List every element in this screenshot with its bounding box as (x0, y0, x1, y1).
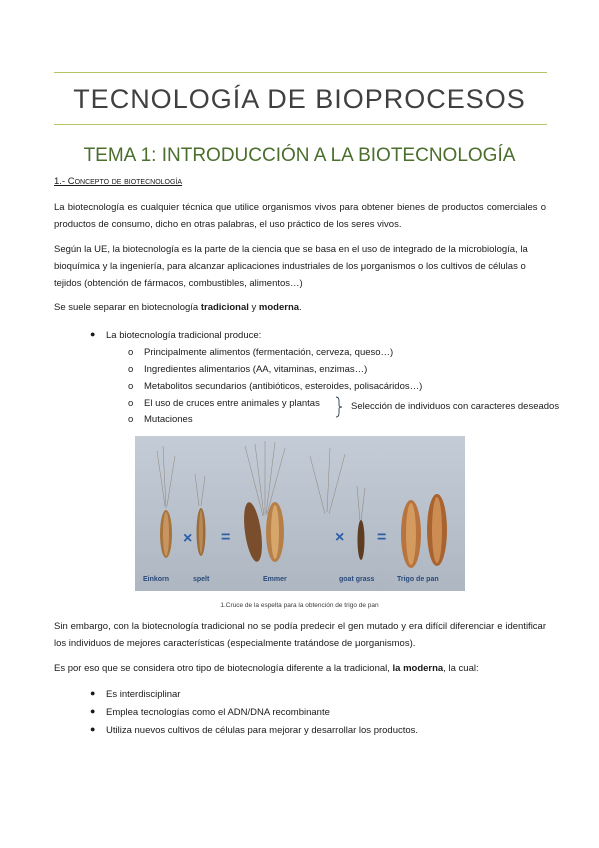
paragraph-ue-definition: Según la UE, la biotecnología es la parte de la ciencia que se basa en el uso de integrado de la microbiología, la bioquímica y la ingeniería, para alcanzar aplicaciones industriales de los μorganismos o los cultivos de células o tejidos (obtención de fármacos, combustibles, alimentos…) (54, 244, 528, 289)
list-item-modern: Utiliza nuevos cultivos de células para mejorar y desarrollar los productos. (106, 725, 419, 736)
term-tradicional: tradicional (200, 302, 249, 313)
term-la-moderna: la moderna (392, 663, 444, 674)
list-item-modern: Es interdisciplinar (106, 689, 181, 700)
wheat-ear-spelt (197, 508, 206, 556)
paragraph-types: Se suele separar en biotecnología tradicional y moderna. (54, 302, 302, 313)
term-moderna: moderna (258, 302, 300, 313)
wheat-ear-einkorn (160, 510, 172, 558)
figure-label: spelt (193, 576, 210, 583)
page-title: TECNOLOGÍA DE BIOPROCESOS (73, 84, 526, 114)
wheat-cross-figure (135, 436, 465, 591)
circle-bullet-icon: o (128, 364, 134, 375)
paragraph-definition: La biotecnología es cualquier técnica que utilice organismos vivos para obtener bienes de productos comerciales o productos de consumo, dicho en otras palabras, el uso práctico de los seres vivos. (54, 202, 546, 230)
circle-bullet-icon: o (128, 347, 134, 358)
sub-list-item: Metabolitos secundarios (antibióticos, esteroides, polisacáridos…) (144, 381, 423, 392)
paragraph-limitations: Sin embargo, con la biotecnología tradicional no se podía predecir el gen mutado y era difícil diferenciar e identificar los individuos de mejores características (especialmente tratándose de μorganismos). (54, 621, 546, 649)
section-heading: 1.- Concepto de biotecnología (54, 176, 183, 187)
bullet-icon: ● (90, 329, 96, 339)
list-item-modern: Emplea tecnologías como el ADN/DNA recombinante (106, 707, 330, 718)
sub-list-item: Ingredientes alimentarios (AA, vitaminas, enzimas…) (144, 364, 368, 375)
equals-icon: = (221, 529, 231, 546)
sub-list-item: Principalmente alimentos (fermentación, cerveza, queso…) (144, 347, 394, 358)
figure-label: Einkorn (143, 576, 170, 583)
bullet-icon: ● (90, 724, 96, 734)
figure-label: Trigo de pan (397, 576, 439, 583)
top-rule (54, 72, 547, 73)
figure-label: goat grass (339, 576, 375, 583)
cross-icon: × (183, 530, 193, 547)
circle-bullet-icon: o (128, 398, 134, 409)
figure-label: Emmer (263, 576, 287, 583)
figure-caption: 1.Cruce de la espelta para la obtención de trigo de pan (220, 602, 379, 609)
chapter-title: TEMA 1: INTRODUCCIÓN A LA BIOTECNOLOGÍA (83, 145, 516, 166)
bullet-icon: ● (90, 688, 96, 698)
title-rule (54, 124, 547, 125)
paragraph-modern: Es por eso que se considera otro tipo de biotecnología diferente a la tradicional, la moderna, la cual: (54, 663, 479, 674)
brace-icon (335, 396, 343, 418)
brace-annotation: Selección de individuos con caracteres deseados (351, 401, 560, 412)
cross-icon: × (335, 529, 345, 546)
sub-list-item: El uso de cruces entre animales y plantas (144, 398, 320, 409)
circle-bullet-icon: o (128, 381, 134, 392)
circle-bullet-icon: o (128, 414, 134, 425)
list-item-tradicional: La biotecnología tradicional produce: (106, 330, 262, 341)
equals-icon: = (377, 529, 387, 546)
sub-list-item: Mutaciones (144, 414, 193, 425)
bullet-icon: ● (90, 706, 96, 716)
wheat-ear-goat-grass (358, 520, 365, 560)
